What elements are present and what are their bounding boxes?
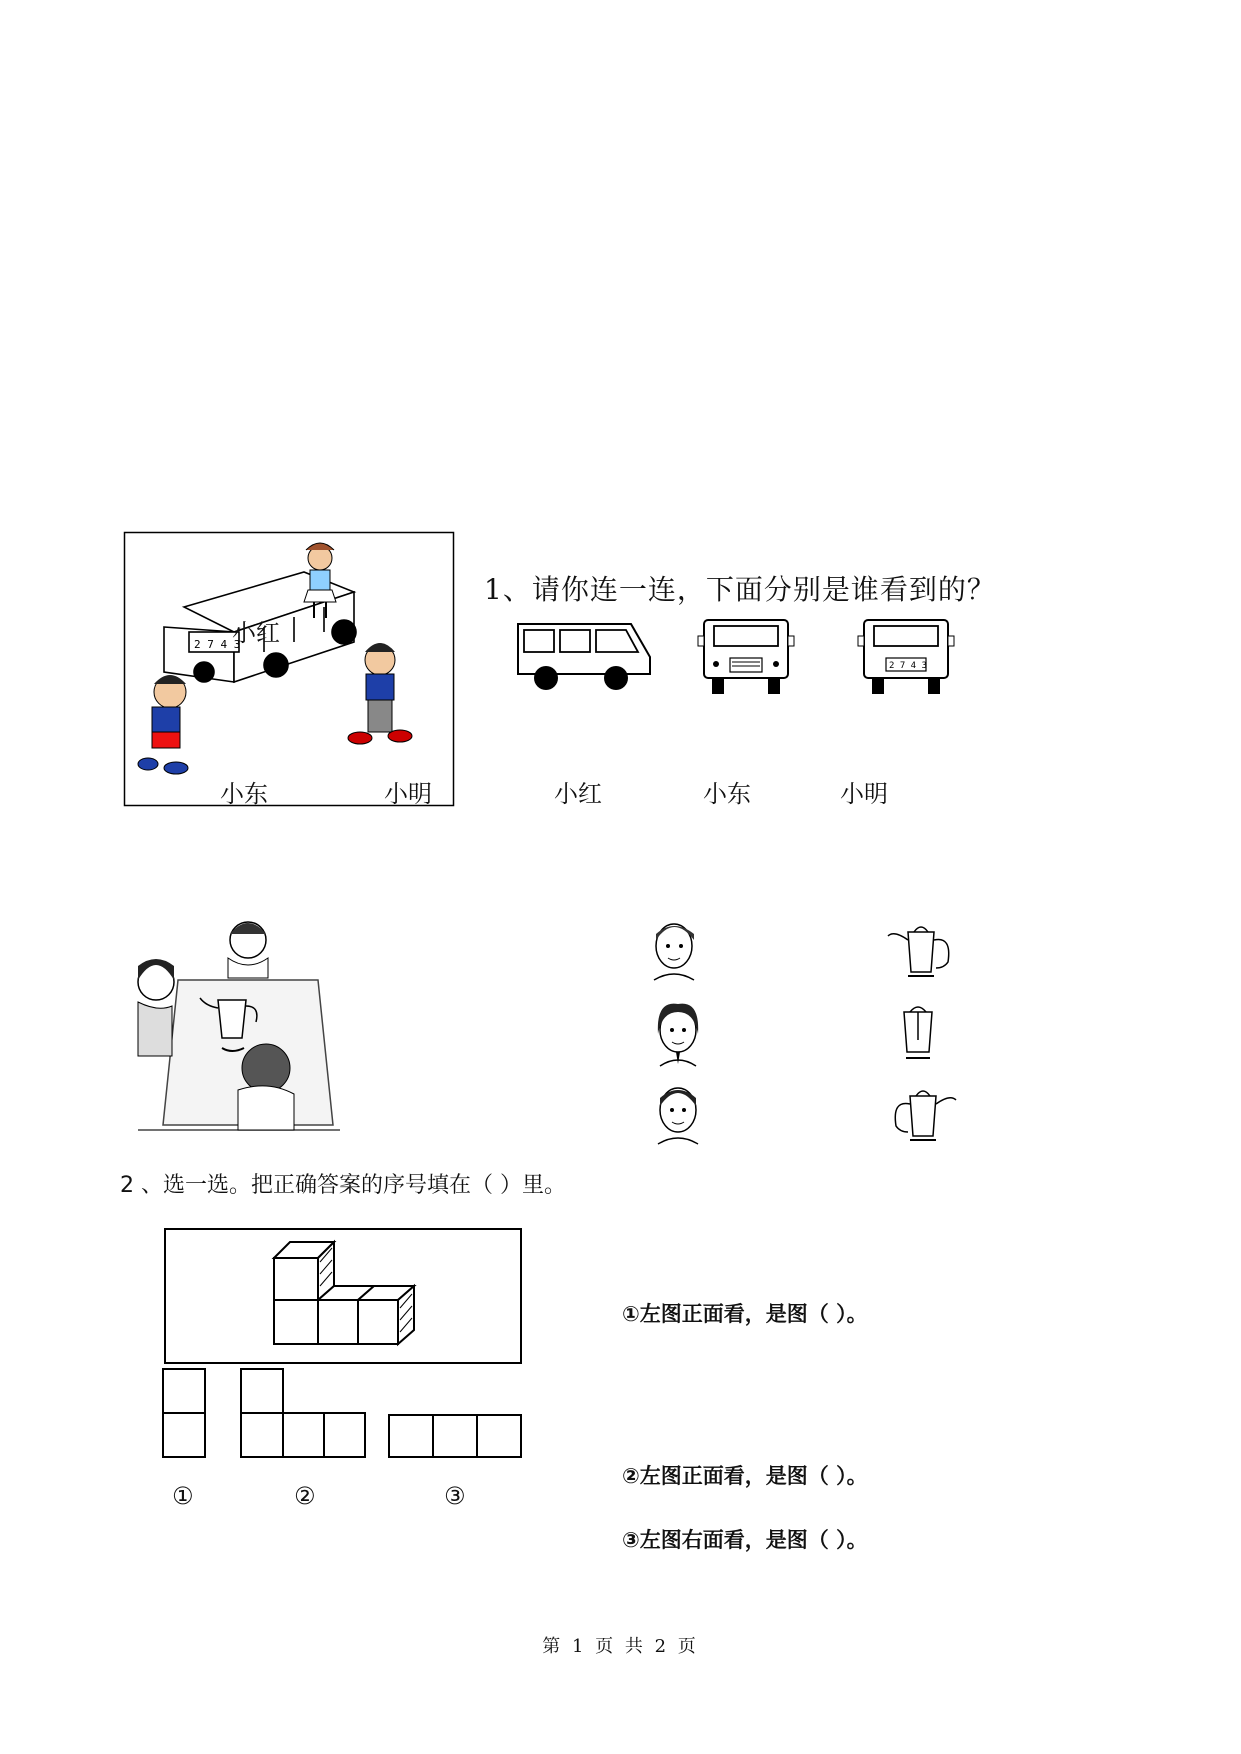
cube-stack-figure: [164, 1228, 522, 1366]
figure-number-3: ③: [444, 1482, 466, 1510]
answer-label-xiaoming[interactable]: 小明: [840, 780, 888, 808]
answer-label-xiaodong[interactable]: 小东: [703, 780, 751, 808]
bus-back-view[interactable]: [856, 618, 956, 696]
face-girl-side[interactable]: [650, 1082, 706, 1148]
figure-option-2[interactable]: [240, 1368, 366, 1458]
figure-option-1[interactable]: [162, 1368, 206, 1458]
scene-label-xiaohong: 小红: [232, 619, 280, 647]
question2-title: 2 、选一选。把正确答案的序号填在（ ）里。: [120, 1173, 566, 1198]
scene-car-illustration: [124, 532, 454, 806]
figure-number-1: ①: [172, 1482, 194, 1510]
option-line-2[interactable]: ②左图正面看，是图（ ）。: [622, 1464, 868, 1488]
scene-label-xiaoming: 小明: [384, 780, 432, 808]
car-plate: 2 7 4 3: [194, 638, 241, 651]
scene-label-xiaodong: 小东: [220, 780, 268, 808]
option-line-3[interactable]: ③左图右面看，是图（ ）。: [622, 1528, 868, 1552]
teapot-view-front[interactable]: [896, 1000, 942, 1068]
figure-number-2: ②: [294, 1482, 316, 1510]
figure-option-3[interactable]: [388, 1414, 522, 1458]
question1-title: 1、请你连一连，下面分别是谁看到的？: [484, 573, 996, 606]
page-footer: 第 1 页 共 2 页: [542, 1636, 699, 1657]
option-line-1[interactable]: ①左图正面看，是图（ ）。: [622, 1302, 868, 1326]
bus-side-view[interactable]: [516, 622, 654, 692]
teapot-view-side[interactable]: [886, 918, 958, 984]
face-boy-front[interactable]: [648, 920, 702, 982]
face-girl-front[interactable]: [650, 1000, 706, 1068]
teapot-view-other-side[interactable]: [886, 1082, 958, 1148]
bus-front-view[interactable]: [696, 618, 796, 696]
bus-back-plate: 2 7 4 3: [889, 661, 927, 671]
answer-label-xiaohong[interactable]: 小红: [554, 780, 602, 808]
children-teapot-scene: [118, 910, 340, 1140]
